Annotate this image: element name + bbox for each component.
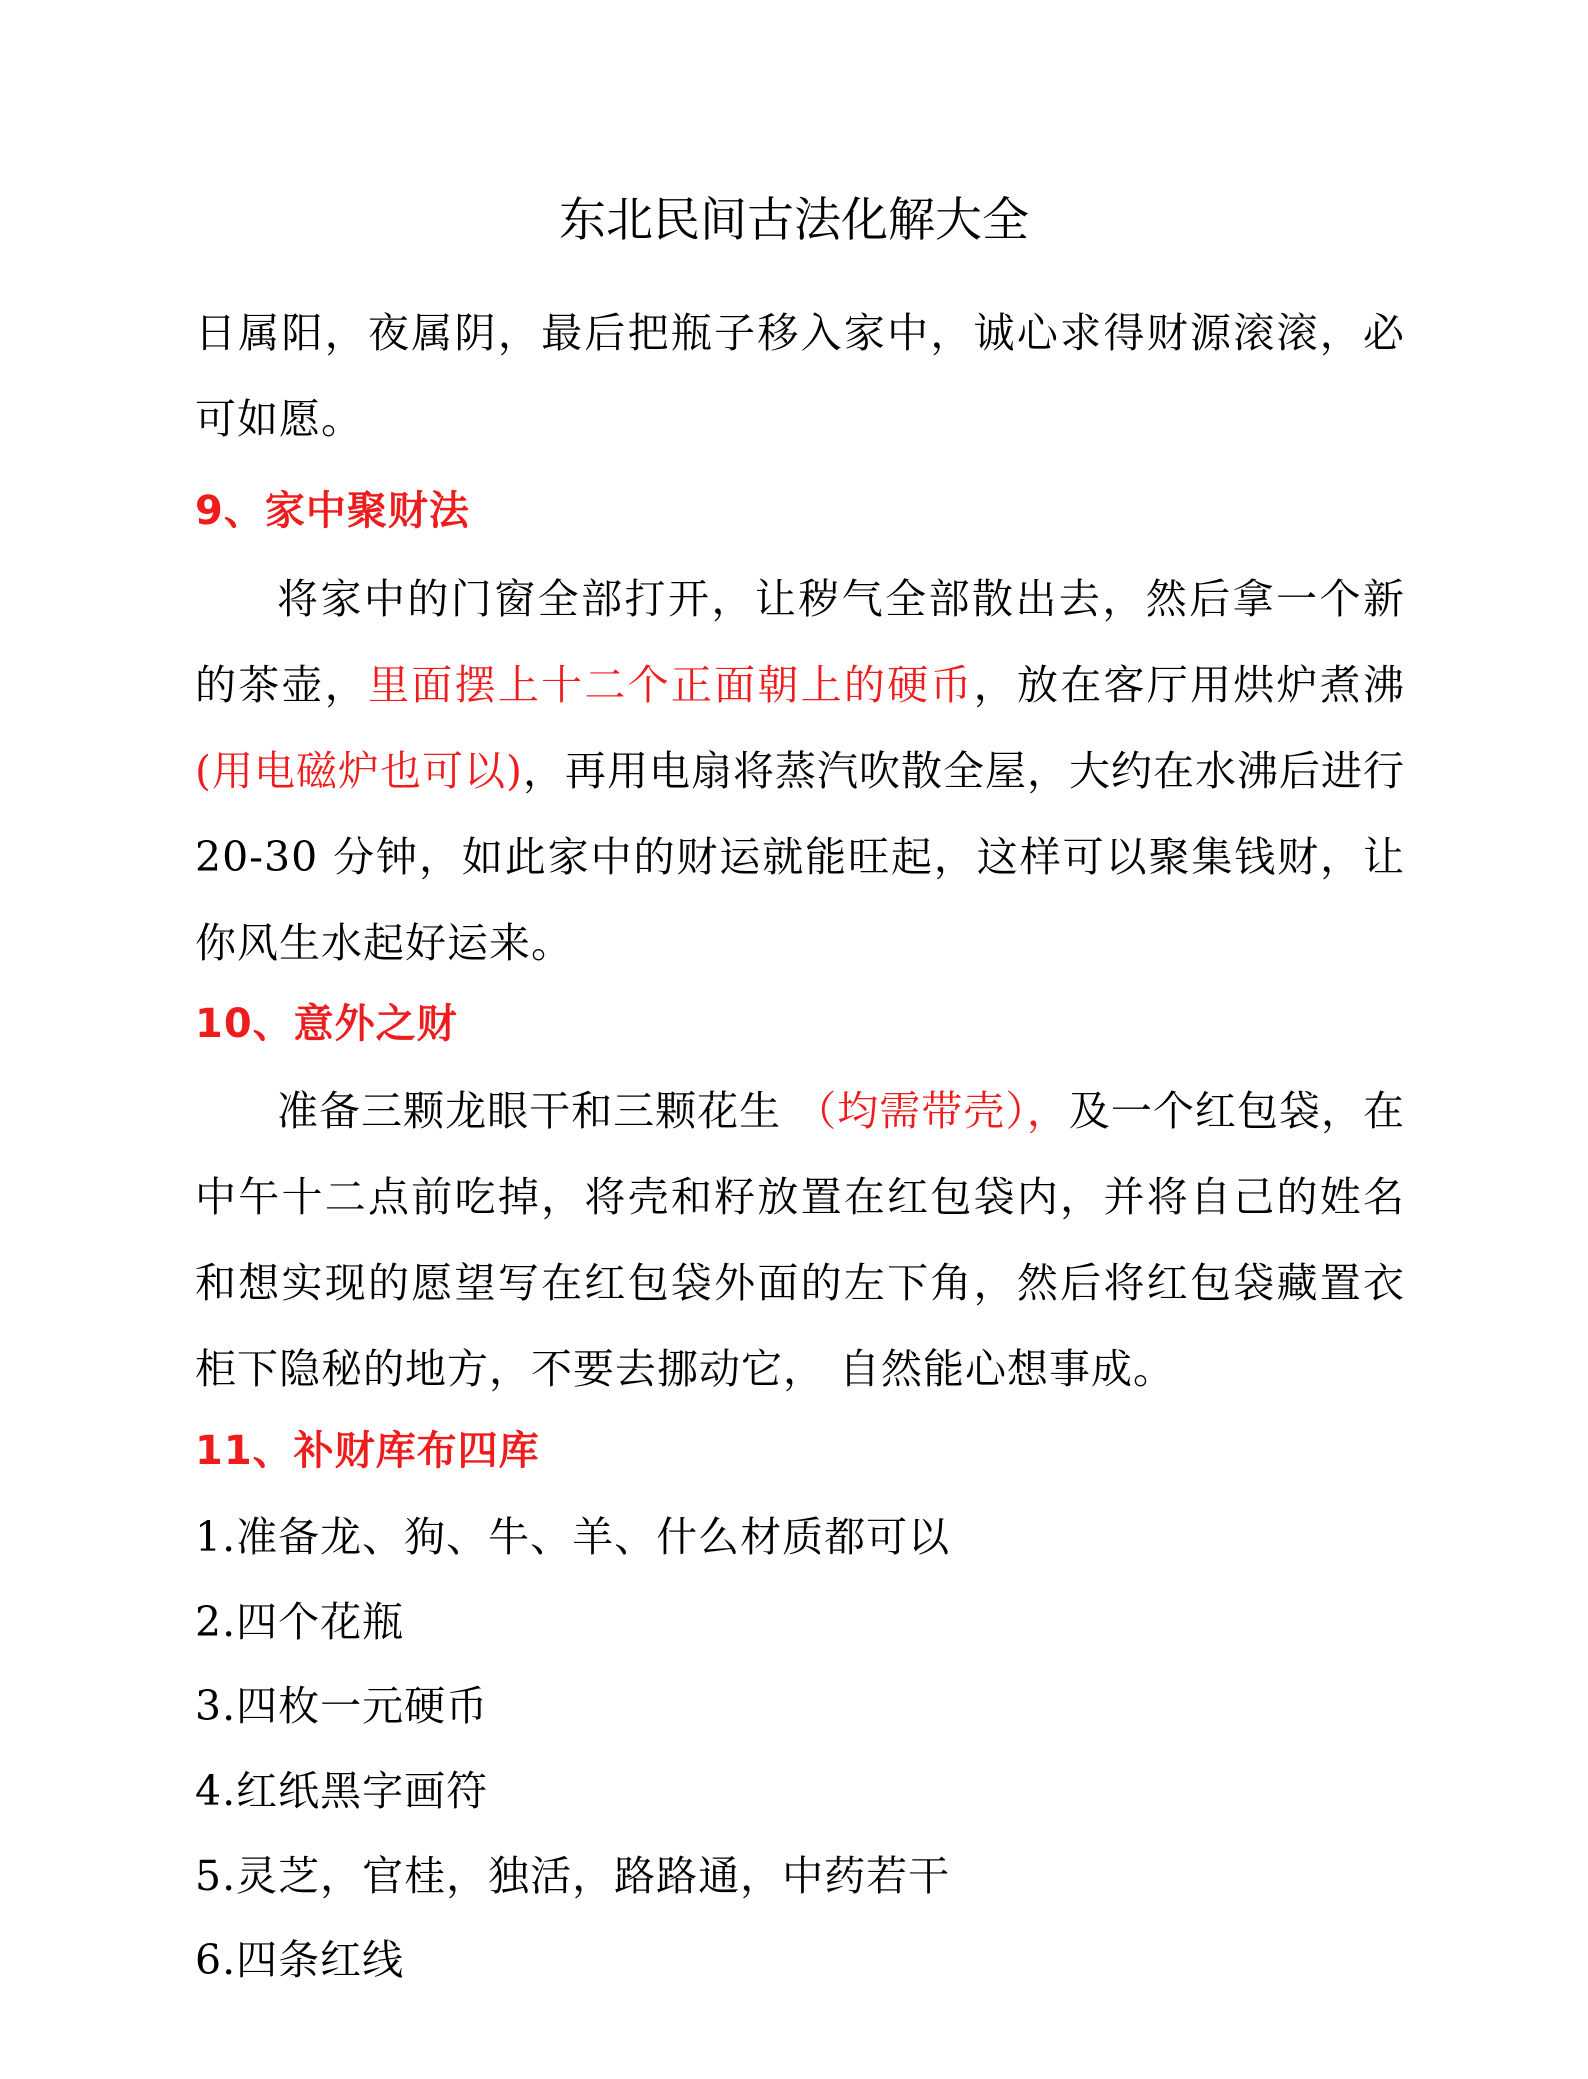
- section-10-text-1: 准备三颗龙眼干和三颗花生: [277, 1087, 796, 1135]
- section-9-text-2: ，放在客厅用烘炉煮沸: [973, 661, 1406, 709]
- section-9-text-1: 将家中的门窗全部打开，让秽气全部散出去，然后拿一个新的茶壶，: [195, 575, 1405, 709]
- list-item: 6.四条红线: [195, 1936, 405, 1984]
- list-item: 1.准备龙、狗、牛、羊、什么材质都可以: [195, 1513, 951, 1561]
- section-9-text-3: ，再用电扇将蒸汽吹散全屋，大约在水沸后进行 20-30 分钟，如此家中的财运就能旺起，这样可以聚集钱财，让你风生水起好运来。: [195, 747, 1405, 967]
- list-item: 4.红纸黑字画符: [195, 1767, 489, 1815]
- list-item: 5.灵芝，官桂，独活，路路通，中药若干: [195, 1852, 951, 1900]
- section-11-heading: 11、补财库布四库: [195, 1428, 540, 1474]
- list-item: 2.四个花瓶: [195, 1598, 405, 1646]
- section-9-highlight-1: 里面摆上十二个正面朝上的硬币: [368, 661, 974, 709]
- section-10-text-2: 及一个红包袋，在中午十二点前吃掉，将壳和籽放置在红包袋内，并将自己的姓名和想实现的愿望写在红包袋外面的左下角，然后将红包袋藏置衣柜下隐秘的地方，不要去挪动它， 自然能心想事成。: [195, 1087, 1405, 1393]
- section-10-highlight: （均需带壳），: [795, 1087, 1069, 1135]
- section-9-highlight-2: (用电磁炉也可以): [195, 747, 523, 795]
- section-9-heading: 9、家中聚财法: [195, 488, 470, 534]
- section-10-heading: 10、意外之财: [195, 1001, 458, 1047]
- list-item: 3.四枚一元硬币: [195, 1682, 489, 1730]
- section-9-paragraph: [195, 556, 1405, 986]
- intro-paragraph: 日属阳，夜属阴，最后把瓶子移入家中，诚心求得财源滚滚，必可如愿。: [195, 309, 1405, 443]
- section-10-paragraph: [195, 1068, 1405, 1412]
- page-title: 东北民间古法化解大全: [559, 193, 1029, 248]
